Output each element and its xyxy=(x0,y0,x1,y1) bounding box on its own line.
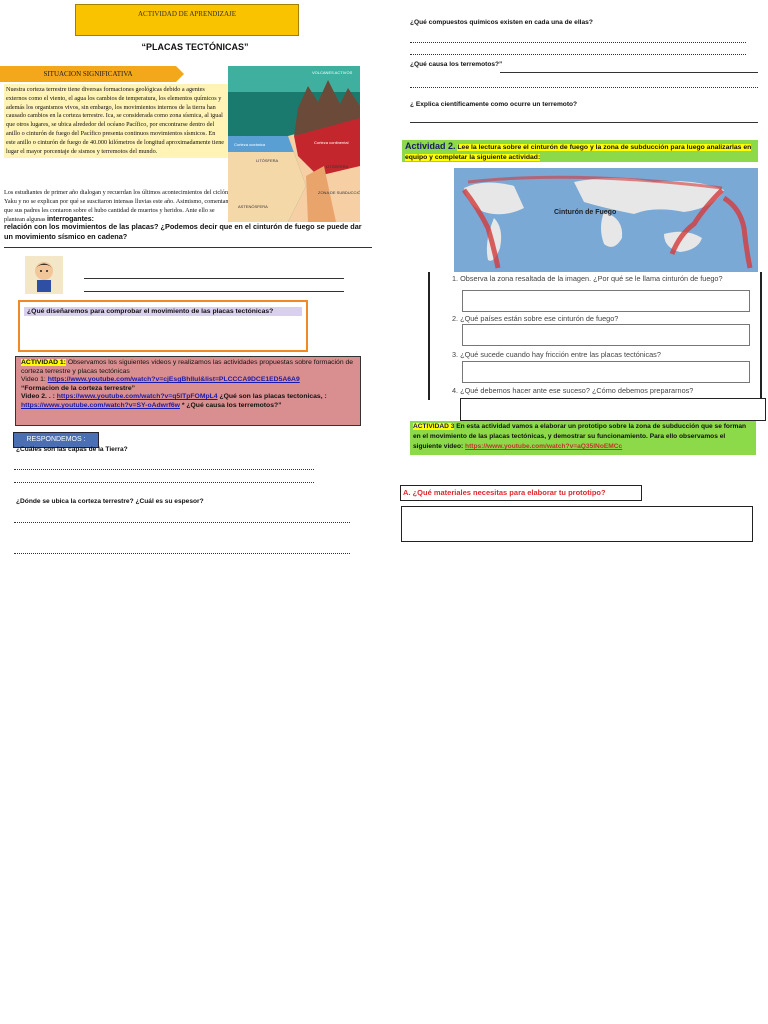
worksheet-answer-4[interactable] xyxy=(460,398,766,421)
answer-line[interactable] xyxy=(410,42,746,43)
question-causes: ¿Qué causa los terremotos?” xyxy=(410,61,503,68)
materials-question-box xyxy=(400,485,642,501)
respond-question-2: ¿Dónde se ubica la corteza terrestre? ¿Cuál es su espesor? xyxy=(16,498,204,505)
worksheet-question-1: 1. Observa la zona resaltada de la imagen. ¿Por qué se le llama cinturón de fuego? xyxy=(452,274,723,283)
video1-label: Video 1: xyxy=(21,376,46,384)
activity3-label: ACTIVIDAD 3 xyxy=(413,423,455,430)
activity1-label: ACTIVIDAD 1: xyxy=(21,359,66,366)
question-explain: ¿ Explica científicamente como ocurre un terremoto? xyxy=(410,101,578,108)
activity3-text: En esta actividad vamos a elaborar un prototipo sobre la zona de subducción que se forman en el movimiento de las placas tectónicas, y demostrar su funcionamiento. Para ello observamos el siguiente video: xyxy=(413,423,747,450)
activity1-box xyxy=(15,356,361,426)
activity-title-box xyxy=(75,4,299,36)
design-question-box xyxy=(18,300,308,352)
activity2-label: Actividad 2. xyxy=(405,141,456,151)
activity2-text: Lee la lectura sobre el cinturón de fuego y la zona de subducción para luego analizarlas en equipo y completar la siguiente actividad: xyxy=(405,144,752,161)
video1-link[interactable]: https://www.youtube.com/watch?v=cjEsgBhlIul&list=PLCCCA9DCE1ED5A6A9 xyxy=(47,376,300,384)
video3-link[interactable]: https://www.youtube.com/watch?v=SY-oAdwrf6w xyxy=(21,401,180,409)
materials-marker: A. xyxy=(403,488,411,497)
answer-line[interactable] xyxy=(14,469,314,470)
answer-line[interactable] xyxy=(84,278,344,279)
activity3-link[interactable]: https://www.youtube.com/watch?v=aQ35lNoEMCc xyxy=(465,443,623,450)
activity1-text: Observamos los siguientes videos y realizamos las actividades propuestas sobre formación de corteza terrestre y placas tectónicas xyxy=(21,359,354,375)
video2-title: ¿Qué son las placas tectonicas, : xyxy=(219,393,327,401)
diagram-label-asthenosphere: ASTENÓSFERA xyxy=(238,204,268,209)
student-avatar xyxy=(25,256,63,294)
answer-line[interactable] xyxy=(410,54,746,55)
answer-line[interactable] xyxy=(14,522,350,523)
activity3-box xyxy=(410,421,756,455)
activity2-box xyxy=(402,140,758,162)
worksheet-question-4: 4. ¿Qué debemos hacer ante ese suceso? ¿Cómo debemos prepararnos? xyxy=(452,386,694,395)
video2-link[interactable]: https://www.youtube.com/watch?v=q5lTpFOMpL4 xyxy=(56,393,218,401)
materials-question: ¿Qué materiales necesitas para elaborar tu prototipo? xyxy=(412,488,606,497)
question-compounds: ¿Qué compuestos químicos existen en cada una de ellas? xyxy=(410,19,593,26)
situation-paragraph-2-tail: interrogantes: xyxy=(46,216,95,223)
video2-label: Video 2. . : xyxy=(21,393,55,401)
map-label: Cinturón de Fuego xyxy=(554,209,617,216)
worksheet-question-2: 2. ¿Qué países están sobre ese cinturón de fuego? xyxy=(452,314,619,323)
situation-paragraph: Nuestra corteza terrestre tiene diversas formaciones geológicas debido a agentes externos como el viento, el agua los cambios de temperatura, los elementos químicos y además los organismos vivos, sin embargo, los movimientos internos de la tierra han causado cambios en la corteza terrestre. Ica, se considerada como zona sísmica, al igual que otros lugares, se ubica alrededor del océano Pacífico, por encontrarse dentro del anillo o cinturón de fuego del Pacífico presenta continuos movimientos sísmicos. En este anillo o cinturón de fuego de 40.000 kilómetros de longitud aproximadamente tiene lugar el mayor porcentaje de sismos y terremotos del mundo. xyxy=(4,84,228,158)
situation-paragraph-2 xyxy=(4,188,230,224)
diagram-label-lithosphere-right: LITÓSFERA xyxy=(326,164,349,169)
worksheet-question-3: 3. ¿Qué sucede cuando hay fricción entre las placas tectónicas? xyxy=(452,350,661,359)
video3-title: * ¿Qué causa los terremotos?” xyxy=(181,401,282,409)
respond-label: RESPONDEMOS : xyxy=(13,432,99,448)
answer-line[interactable] xyxy=(84,291,344,292)
ring-of-fire-map xyxy=(454,168,758,272)
answer-line[interactable] xyxy=(500,72,758,73)
answer-line[interactable] xyxy=(14,553,350,554)
diagram-label-continental: Corteza continental xyxy=(314,140,349,145)
topic-title: “PLACAS TECTÓNICAS” xyxy=(141,42,249,52)
worksheet-answer-1[interactable] xyxy=(462,290,750,312)
answer-line[interactable] xyxy=(410,122,758,123)
subduction-diagram xyxy=(228,66,360,222)
situation-paragraph-2-text: Los estudiantes de primer año dialogan y recuerdan los últimos acontecimientos del ciclón Yaku y no se explican por qué se suscitaron intensas lluvias este año. Asimismo, comentan que sus padres les contaron sobre el hubo cantidad de muertos y heridos. Ante ello se plantean algunas xyxy=(4,189,229,223)
diagram-label-oceanic: Corteza oceánica xyxy=(234,142,266,147)
answer-line[interactable] xyxy=(14,482,314,483)
materials-answer-box[interactable] xyxy=(401,506,753,542)
diagram-label-volcanoes: VOLCANES ACTIVOS xyxy=(312,70,353,75)
diagram-label-lithosphere-left: LITÓSFERA xyxy=(256,158,279,163)
design-question: ¿Qué diseñaremos para comprobar el movimiento de las placas tectónicas? xyxy=(24,307,302,316)
answer-line[interactable] xyxy=(410,87,758,88)
worksheet-answer-3[interactable] xyxy=(462,361,750,383)
worksheet-answer-2[interactable] xyxy=(462,324,750,346)
activity-title: ACTIVIDAD DE APRENDIZAJE xyxy=(138,10,236,18)
worksheet-box xyxy=(428,272,762,400)
video1-title: “Formacion de la corteza terrestre” xyxy=(21,384,136,392)
respond-question-1: ¿Cuáles son las capas de la Tierra? xyxy=(16,446,128,453)
situation-banner: SITUACION SIGNIFICATIVA xyxy=(0,66,176,82)
diagram-label-subduction: ZONA DE SUBDUCCIÓN xyxy=(318,190,360,195)
situation-question: relación con los movimientos de las placas? ¿Podemos decir que en el cinturón de fuego se puede dar un movimiento sísmico en cadena? xyxy=(4,222,362,241)
divider-line xyxy=(4,247,372,248)
